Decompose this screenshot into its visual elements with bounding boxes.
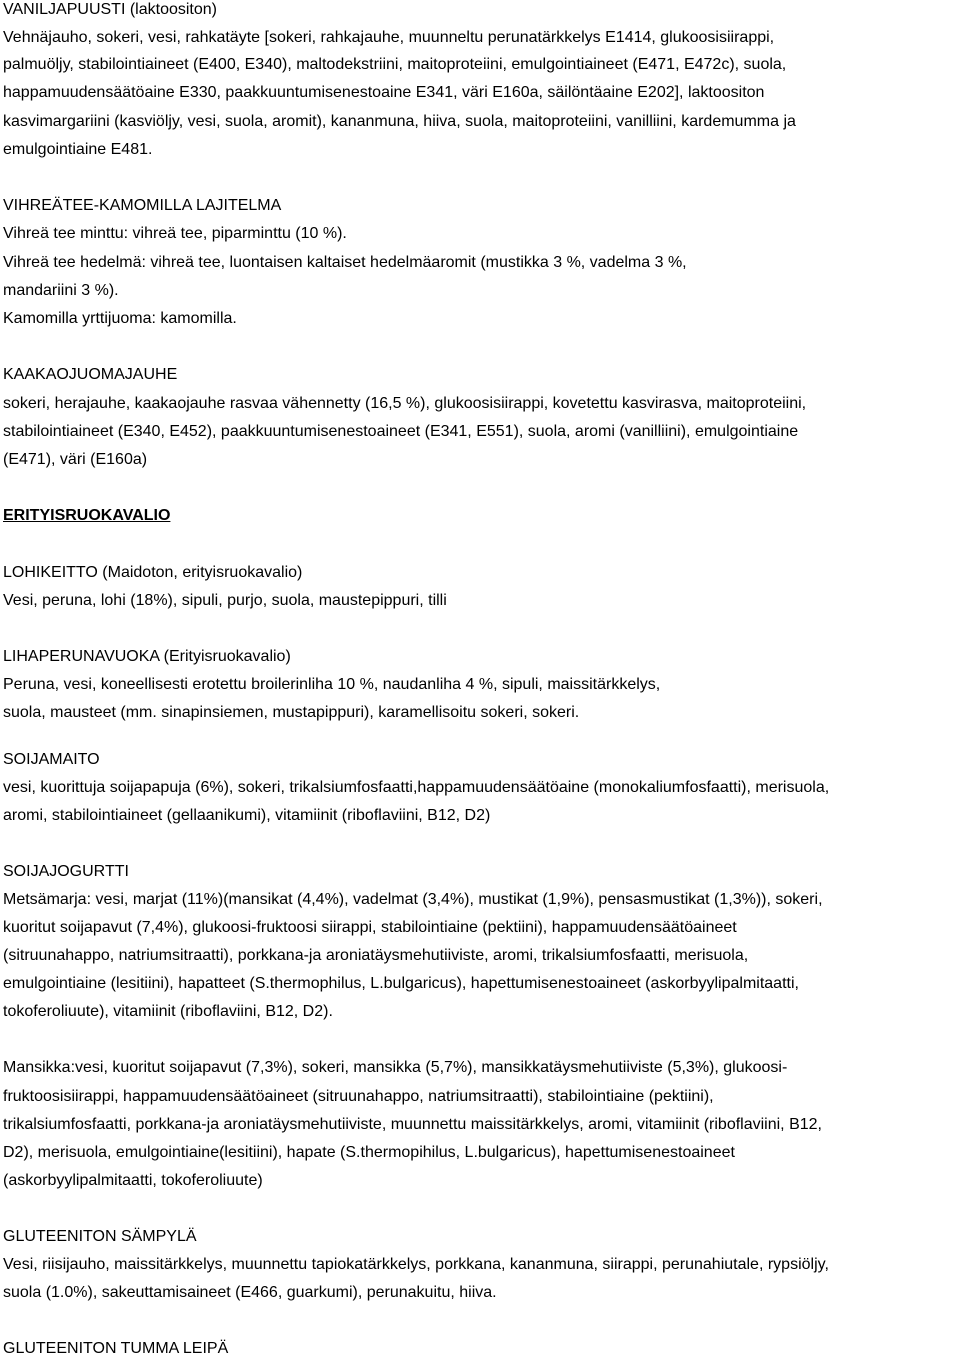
- vaniljapuusti-line-4: kasvimargariini (kasviöljy, vesi, suola, aromit), kananmuna, hiiva, suola, maitoproteiini, vanilliini, kardemumma ja: [3, 113, 796, 130]
- kaakao-line-1: sokeri, herajauhe, kaakaojauhe rasvaa vähennetty (16,5 %), glukoosisiirappi, kovetettu kasvirasva, maitoproteiini,: [3, 395, 807, 412]
- section-title-gluteeniton-tumma: GLUTEENITON TUMMA LEIPÄ: [3, 1340, 229, 1357]
- soijajogurtti-mansikka-line-2: fruktoosisiirappi, happamuudensäätöaineet (sitruunahappo, natriumsitraatti), stabilointiaine (pektiini),: [3, 1088, 714, 1105]
- kaakao-line-3: (E471), väri (E160a): [3, 451, 148, 468]
- soijajogurtti-line-2: kuoritut soijapavut (7,4%), glukoosi-fruktoosi siirappi, stabilointiaine (pektiini), happamuudensäätöaineet: [3, 919, 737, 936]
- vaniljapuusti-line-3: happamuudensäätöaine E330, paakkuuntumisenestoaine E341, väri E160a, säilöntäaine E202], laktoositon: [3, 84, 765, 101]
- soijamaito-line-2: aromi, stabilointiaineet (gellaanikumi), vitamiinit (riboflaviini, B12, D2): [3, 807, 491, 824]
- section-title-soijajogurtti: SOIJAJOGURTTI: [3, 863, 129, 880]
- gluteeniton-sampyla-line-1: Vesi, riisijauho, maissitärkkelys, muunnettu tapiokatärkkelys, porkkana, kananmuna, siirappi, perunahiutale, rypsiöljy,: [3, 1256, 829, 1273]
- section-title-lohikeitto: LOHIKEITTO (Maidoton, erityisruokavalio): [3, 564, 303, 581]
- vaniljapuusti-line-5: emulgointiaine E481.: [3, 141, 153, 158]
- soijamaito-line-1: vesi, kuorittuja soijapapuja (6%), sokeri, trikalsiumfosfaatti,happamuudensäätöaine (monokaliumfosfaatti), merisuola,: [3, 779, 830, 796]
- vaniljapuusti-line-1: Vehnäjauho, sokeri, vesi, rahkatäyte [sokeri, rahkajauhe, muunneltu perunatärkkelys E1414, glukoosisiirappi,: [3, 29, 775, 46]
- lihaperunavuoka-line-2: suola, mausteet (mm. sinapinsiemen, mustapippuri), karamellisoitu sokeri, sokeri.: [3, 704, 580, 721]
- vaniljapuusti-line-2: palmuöljy, stabilointiaineet (E400, E340), maltodekstriini, maitoproteiini, emulgointiaineet (E471, E472c), suola,: [3, 56, 787, 73]
- soijajogurtti-line-1: Metsämarja: vesi, marjat (11%)(mansikat (4,4%), vadelmat (3,4%), mustikat (1,9%), pensasmustikat (1,3%)), sokeri,: [3, 891, 823, 908]
- section-title-vaniljapuusti: VANILJAPUUSTI (laktoositon): [3, 1, 217, 18]
- soijajogurtti-line-5: tokoferoliuute), vitamiinit (riboflaviini, B12, D2).: [3, 1003, 333, 1020]
- vihreatee-line-4: Kamomilla yrttijuoma: kamomilla.: [3, 310, 237, 327]
- section-title-lihaperunavuoka: LIHAPERUNAVUOKA (Erityisruokavalio): [3, 648, 291, 665]
- soijajogurtti-mansikka-line-1: Mansikka:vesi, kuoritut soijapavut (7,3%), sokeri, mansikka (5,7%), mansikkatäysmehutiiviste (5,3%), glukoosi-: [3, 1059, 788, 1076]
- vihreatee-line-3: mandariini 3 %).: [3, 282, 119, 299]
- soijajogurtti-mansikka-line-3: trikalsiumfosfaatti, porkkana-ja aroniatäysmehutiiviste, muunnettu maissitärkkelys, aromi, vitamiinit (riboflaviini, B12,: [3, 1116, 822, 1133]
- gluteeniton-sampyla-line-2: suola (1.0%), sakeuttamisaineet (E466, guarkumi), perunakuitu, hiiva.: [3, 1284, 497, 1301]
- kaakao-line-2: stabilointiaineet (E340, E452), paakkuuntumisenestoaineet (E341, E551), suola, aromi (vanilliini), emulgointiaine: [3, 423, 799, 440]
- heading-erityisruokavalio: ERITYISRUOKAVALIO: [3, 507, 171, 524]
- soijajogurtti-mansikka-line-4: D2), merisuola, emulgointiaine(lesitiini), hapate (S.thermopihilus, L.bulgaricus), hapettumisenestoaineet: [3, 1144, 735, 1161]
- vihreatee-line-2: Vihreä tee hedelmä: vihreä tee, luontaisen kaltaiset hedelmäaromit (mustikka 3 %, vadelma 3 %,: [3, 254, 687, 271]
- vihreatee-line-1: Vihreä tee minttu: vihreä tee, piparminttu (10 %).: [3, 225, 347, 242]
- soijajogurtti-line-3: (sitruunahappo, natriumsitraatti), porkkana-ja aroniatäysmehutiiviste, aromi, trikalsiumfosfaatti, merisuola,: [3, 947, 749, 964]
- section-title-kaakao: KAAKAOJUOMAJAUHE: [3, 366, 178, 383]
- lihaperunavuoka-line-1: Peruna, vesi, koneellisesti erotettu broilerinliha 10 %, naudanliha 4 %, sipuli, maissitärkkelys,: [3, 676, 661, 693]
- section-title-soijamaito: SOIJAMAITO: [3, 751, 100, 768]
- section-title-vihreatee: VIHREÄTEE-KAMOMILLA LAJITELMA: [3, 197, 282, 214]
- soijajogurtti-line-4: emulgointiaine (lesitiini), hapatteet (S.thermophilus, L.bulgaricus), hapettumisenestoaineet (askorbyylipalmitaatti,: [3, 975, 799, 992]
- section-title-gluteeniton-sampyla: GLUTEENITON SÄMPYLÄ: [3, 1228, 197, 1245]
- soijajogurtti-mansikka-line-5: (askorbyylipalmitaatti, tokoferoliuute): [3, 1172, 263, 1189]
- lohikeitto-line-1: Vesi, peruna, lohi (18%), sipuli, purjo, suola, maustepippuri, tilli: [3, 592, 447, 609]
